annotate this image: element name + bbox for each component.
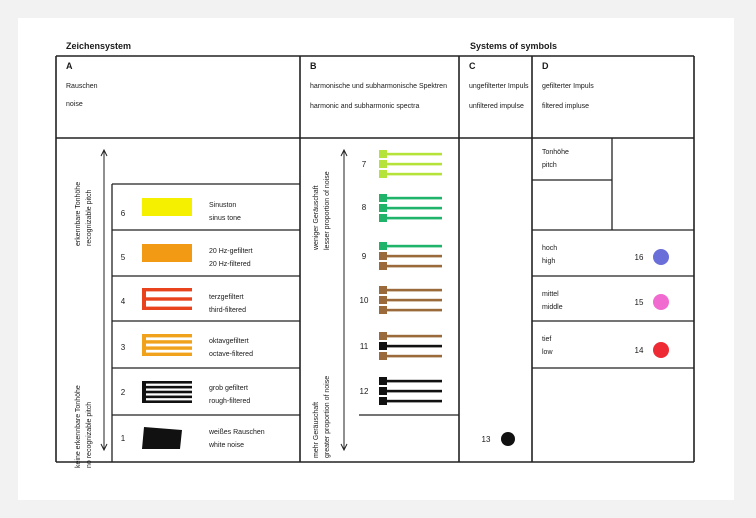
axis-a-top-english: recognizable pitch <box>86 189 93 246</box>
spectrum-partial-head <box>379 332 387 340</box>
spectrum-partial-line <box>387 299 442 302</box>
noise-label-german: terzgefiltert <box>209 294 244 301</box>
noise-number: 4 <box>120 297 126 306</box>
spectrum-number: 7 <box>361 160 367 169</box>
axis-b-bottom-english: greater proportion of noise <box>324 375 331 458</box>
noise-symbol-tooth <box>142 386 192 389</box>
spectrum-partial-line <box>387 217 442 220</box>
spectrum-partial-head <box>379 170 387 178</box>
noise-label-german: Sinuston <box>209 202 237 209</box>
noise-label-english: white noise <box>209 442 245 449</box>
pitch-row-english: middle <box>542 304 563 311</box>
spectrum-partial-line <box>387 265 442 268</box>
noise-symbol-tooth <box>142 340 192 343</box>
spectrum-partial-head <box>379 387 387 395</box>
noise-symbol-tooth <box>142 381 192 384</box>
spectrum-number: 8 <box>361 203 367 212</box>
spectrum-number: 11 <box>359 342 369 351</box>
axis-b-bottom-german: mehr Geräuschaft <box>313 401 320 458</box>
spectrum-partial-line <box>387 153 442 156</box>
spectrum-partial-line <box>387 345 442 348</box>
spectrum-number: 12 <box>359 387 369 396</box>
noise-label-german: oktavgefiltert <box>209 338 249 345</box>
spectrum-partial-head <box>379 397 387 405</box>
pitch-row-english: low <box>542 349 553 356</box>
noise-label-english: rough-filtered <box>209 398 251 405</box>
spectrum-partial-head <box>379 160 387 168</box>
axis-b-top-english: lesser proportion of noise <box>324 171 331 250</box>
noise-label-english: sinus tone <box>209 215 241 222</box>
spectrum-partial-head <box>379 342 387 350</box>
spectrum-partial-head <box>379 352 387 360</box>
noise-number: 5 <box>120 253 126 262</box>
noise-number: 2 <box>120 388 126 397</box>
pitch-row-number: 14 <box>634 346 644 355</box>
pitch-row-german: mittel <box>542 291 559 298</box>
impulse-dot <box>501 432 515 446</box>
noise-label-english: octave-filtered <box>209 351 253 358</box>
impulse-number: 13 <box>481 435 491 444</box>
spectrum-partial-head <box>379 194 387 202</box>
column-c-english: unfiltered impulse <box>469 103 524 110</box>
spectrum-partial-line <box>387 400 442 403</box>
symbol-chart-sheet <box>18 18 734 500</box>
spectrum-partial-line <box>387 335 442 338</box>
column-a-german: Rauschen <box>66 83 98 90</box>
noise-label-english: 20 Hz-filtered <box>209 261 251 268</box>
column-c-german: ungefilterter Impuls <box>469 83 529 90</box>
noise-symbol-tooth <box>142 334 192 337</box>
noise-number: 1 <box>120 434 126 443</box>
column-d-german: gefilterter Impuls <box>542 83 594 90</box>
spectrum-partial-line <box>387 309 442 312</box>
filtered-impulse-dot <box>653 249 669 265</box>
spectrum-partial-head <box>379 296 387 304</box>
spectrum-partial-line <box>387 163 442 166</box>
spectrum-partial-head <box>379 204 387 212</box>
noise-symbol-tooth <box>142 396 192 399</box>
pitch-row-english: high <box>542 258 556 265</box>
spectrum-partial-line <box>387 390 442 393</box>
noise-symbol-tooth <box>142 391 192 394</box>
noise-number: 6 <box>120 209 126 218</box>
pitch-label-german: Tonhöhe <box>542 149 569 156</box>
pitch-row-german: tief <box>542 336 552 343</box>
title-english: Systems of symbols <box>470 41 558 51</box>
pitch-row-number: 15 <box>634 298 644 307</box>
spectrum-partial-line <box>387 197 442 200</box>
axis-b-top-german: weniger Geräuschaft <box>313 185 320 250</box>
spectrum-partial-head <box>379 306 387 314</box>
noise-symbol-tooth <box>142 307 192 310</box>
noise-symbol <box>142 244 192 262</box>
noise-label-german: 20 Hz-gefiltert <box>209 248 253 255</box>
column-a-letter: A <box>66 61 73 71</box>
spectrum-partial-head <box>379 252 387 260</box>
spectrum-partial-head <box>379 377 387 385</box>
spectrum-partial-line <box>387 380 442 383</box>
spectrum-partial-head <box>379 286 387 294</box>
noise-symbol-tooth <box>142 288 192 291</box>
column-d-english: filtered impluse <box>542 103 590 110</box>
pitch-label-english: pitch <box>542 162 557 169</box>
spectrum-partial-line <box>387 355 442 358</box>
axis-a-top-german: erkennbare Tonhöhe <box>75 181 82 246</box>
noise-symbol-tooth <box>142 346 192 349</box>
spectrum-number: 10 <box>359 296 369 305</box>
noise-number: 3 <box>120 343 126 352</box>
column-c-letter: C <box>469 61 476 71</box>
pitch-row-german: hoch <box>542 245 558 252</box>
spectrum-partial-head <box>379 150 387 158</box>
spectrum-partial-head <box>379 242 387 250</box>
spectrum-number: 9 <box>361 252 367 261</box>
noise-symbol <box>142 198 192 216</box>
filtered-impulse-dot <box>653 294 669 310</box>
noise-label-german: weißes Rauschen <box>209 429 265 436</box>
column-b-german: harmonische und subharmonische Spektren <box>310 83 447 90</box>
spectrum-partial-head <box>379 214 387 222</box>
spectrum-partial-line <box>387 255 442 258</box>
noise-label-german: grob gefiltert <box>209 385 248 392</box>
noise-symbol-tooth <box>142 297 192 300</box>
noise-label-english: third-filtered <box>209 307 246 314</box>
pitch-row-number: 16 <box>634 253 644 262</box>
column-b-english: harmonic and subharmonic spectra <box>310 103 420 110</box>
spectrum-partial-line <box>387 289 442 292</box>
column-d-letter: D <box>542 61 549 71</box>
column-a-english: noise <box>66 101 83 108</box>
title-german: Zeichensystem <box>66 41 132 51</box>
noise-symbol-tooth <box>142 400 192 403</box>
axis-a-bottom-english: no recognizable pitch <box>86 401 93 468</box>
noise-symbol-tooth <box>142 353 192 356</box>
spectrum-partial-head <box>379 262 387 270</box>
column-b-letter: B <box>310 61 317 71</box>
filtered-impulse-dot <box>653 342 669 358</box>
spectrum-partial-line <box>387 207 442 210</box>
noise-symbol <box>142 427 182 449</box>
spectrum-partial-line <box>387 173 442 176</box>
axis-a-bottom-german: keine erkennbare Tonhöhe <box>75 385 82 468</box>
spectrum-partial-line <box>387 245 442 248</box>
